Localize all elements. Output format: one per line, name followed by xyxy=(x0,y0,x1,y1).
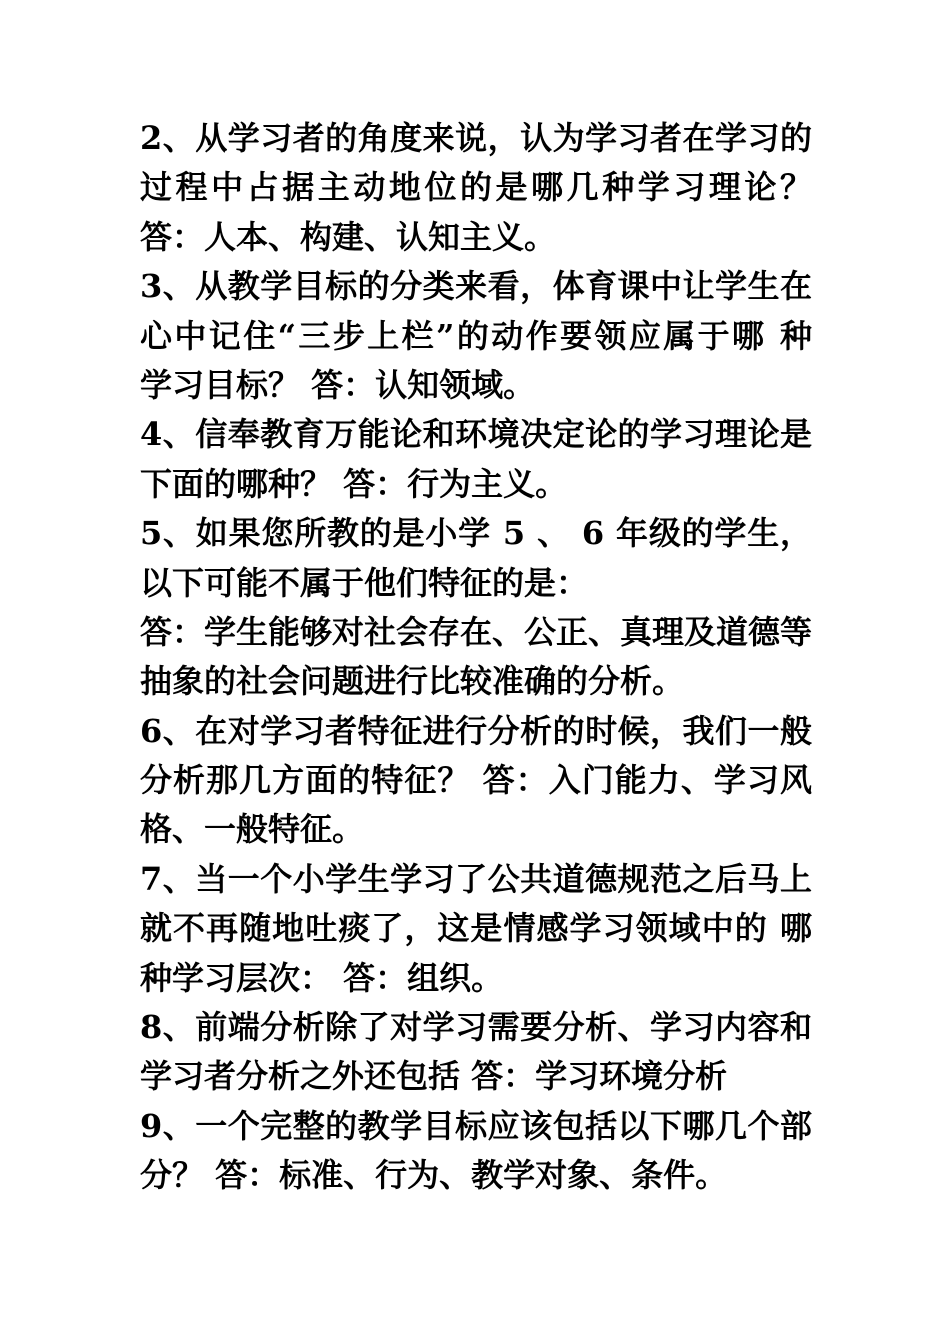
text-line-16: 7、当一个小学生学习了公共道德规范之后马上 xyxy=(140,859,812,898)
text-line-4: 3、从教学目标的分类来看，体育课中让学生在 xyxy=(140,267,812,306)
text-line-22: 分？ 答：标准、行为、教学对象、条件。 xyxy=(140,1156,728,1195)
text-line-8: 下面的哪种？ 答：行为主义。 xyxy=(140,464,568,503)
text-line-17: 就不再随地吐痰了，这是情感学习领域中的 哪 xyxy=(140,909,812,948)
text-line-19: 8、前端分析除了对学习需要分析、学习内容和 xyxy=(140,1008,812,1047)
text-line-2: 过程中占据主动地位的是哪几种学习理论？ xyxy=(140,168,812,207)
text-line-13: 6、在对学习者特征进行分析的时候，我们一般 xyxy=(140,711,812,750)
text-line-20: 学习者分析之外还包括 答：学习环境分析 xyxy=(140,1057,728,1096)
text-line-11: 答：学生能够对社会存在、公正、真理及道德等 xyxy=(140,612,813,651)
text-line-10: 以下可能不属于他们特征的是： xyxy=(140,563,589,602)
text-line-21: 9、一个完整的教学目标应该包括以下哪几个部 xyxy=(140,1106,812,1145)
text-line-6: 学习目标？ 答：认知领域。 xyxy=(140,365,536,404)
text-line-9: 5、如果您所教的是小学 5 、 6 年级的学生， xyxy=(140,514,812,553)
text-line-1: 2、从学习者的角度来说，认为学习者在学习的 xyxy=(140,119,812,157)
text-line-7: 4、信奉教育万能论和环境决定论的学习理论是 xyxy=(140,415,812,454)
text-line-12: 抽象的社会问题进行比较准确的分析。 xyxy=(140,662,685,701)
text-line-14: 分析那几方面的特征？ 答：入门能力、学习风 xyxy=(140,761,812,800)
text-line-18: 种学习层次： 答：组织。 xyxy=(140,958,504,997)
text-line-3: 答：人本、构建、认知主义。 xyxy=(140,217,557,256)
text-line-15: 格、一般特征。 xyxy=(140,810,365,849)
text-line-5: 心中记住“三步上栏”的动作要领应属于哪 种 xyxy=(140,316,812,355)
document-body xyxy=(140,114,812,1201)
